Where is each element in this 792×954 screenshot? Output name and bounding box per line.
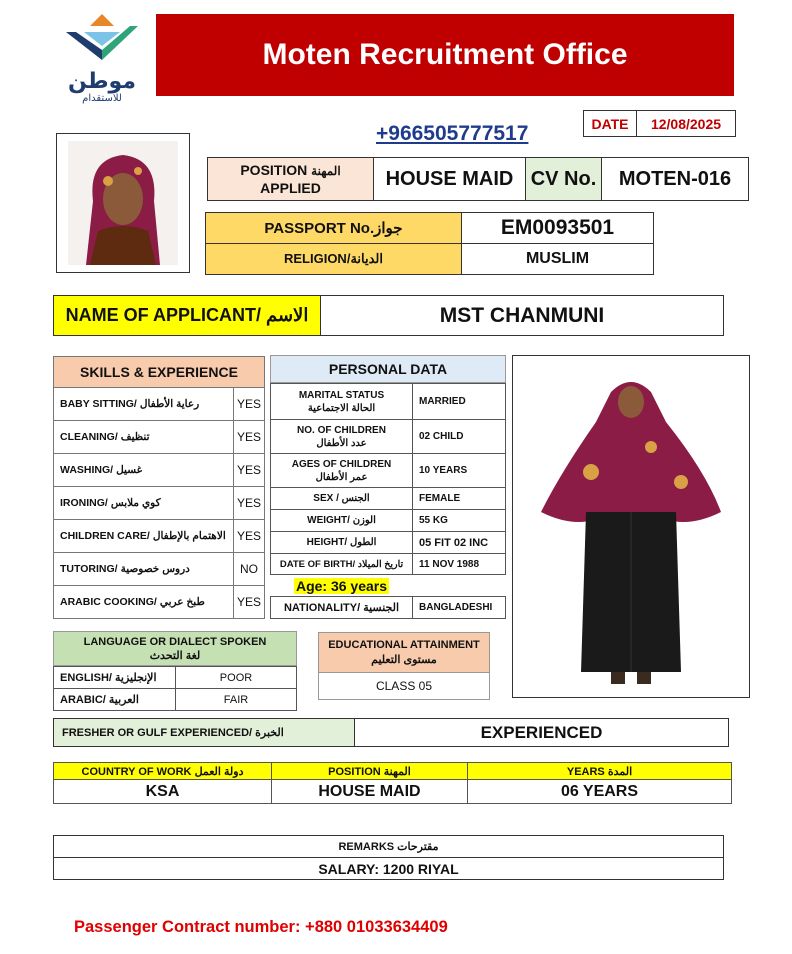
- cv-value: MOTEN-016: [602, 157, 749, 201]
- language-title: [53, 631, 297, 666]
- skill-label: [54, 553, 234, 585]
- ages-label-en: AGES OF CHILDREN: [291, 458, 392, 470]
- remarks-section: [53, 835, 724, 880]
- religion-label: RELIGION/الديانة: [206, 244, 462, 274]
- work-header-years: YEARS المدة: [468, 763, 732, 780]
- applicant-photo-small: [56, 133, 190, 273]
- work-country: KSA: [54, 780, 272, 804]
- language-arabic-value: FAIR: [176, 689, 297, 711]
- nationality-label: NATIONALITY/ الجنسية: [271, 597, 413, 619]
- skill-label-en: WASHING/: [60, 464, 114, 476]
- sex-value: FEMALE: [413, 488, 506, 510]
- skill-label-en: CHILDREN CARE/: [60, 530, 150, 542]
- skill-label-ar: رعاية الأطفال: [139, 398, 200, 410]
- person-portrait-icon: [68, 141, 178, 265]
- age-highlight: Age: 36 years: [295, 577, 388, 594]
- skill-label-en: IRONING/: [60, 497, 108, 509]
- weight-value: 55 KG: [413, 510, 506, 532]
- logo-arabic-name: موطن: [68, 69, 136, 94]
- children-label: [271, 420, 413, 454]
- date-label: DATE: [583, 110, 637, 137]
- work-position: HOUSE MAID: [272, 780, 468, 804]
- cv-label: CV No.: [526, 157, 602, 201]
- education-title: [319, 633, 489, 673]
- skill-label: [54, 454, 234, 486]
- skill-value: YES: [236, 463, 261, 477]
- ages-value: 10 YEARS: [413, 454, 506, 488]
- position-label-ar: المهنة: [311, 163, 341, 178]
- skill-label-en: BABY SITTING/: [60, 398, 137, 410]
- marital-label: [271, 384, 413, 420]
- position-label: POSITION المهنة APPLIED: [207, 157, 374, 201]
- date-box: [583, 110, 736, 137]
- skill-label-en: TUTORING/: [60, 563, 118, 575]
- applicant-photo-full: [512, 355, 750, 698]
- skill-value: YES: [236, 496, 261, 510]
- skill-label-ar: غسيل: [116, 464, 143, 476]
- personal-title: PERSONAL DATA: [270, 355, 506, 383]
- work-header-position: POSITION المهنة: [272, 763, 468, 780]
- logo-arabic-sub: للاستقدام: [82, 93, 122, 104]
- language-arabic-label: ARABIC/ العربية: [54, 689, 176, 711]
- marital-label-en: MARITAL STATUS: [298, 389, 385, 401]
- skill-value: YES: [236, 397, 261, 411]
- experience-type-label: FRESHER OR GULF EXPERIENCED/ الخبرة: [54, 719, 355, 746]
- language-title-en: LANGUAGE OR DIALECT SPOKEN: [83, 635, 267, 648]
- skills-title: SKILLS & EXPERIENCE: [53, 356, 265, 388]
- ages-label: [271, 454, 413, 488]
- personal-data-section: [270, 355, 506, 619]
- weight-label: WEIGHT/ الوزن: [271, 510, 413, 532]
- applicant-name-row: [53, 295, 724, 336]
- position-value: HOUSE MAID: [374, 157, 526, 201]
- experience-type-row: [53, 718, 729, 747]
- company-logo: [60, 12, 144, 104]
- work-header-country: COUNTRY OF WORK دولة العمل: [54, 763, 272, 780]
- position-row: [207, 157, 749, 201]
- skill-label-ar: كوي ملابس: [110, 497, 161, 509]
- skill-row: [53, 454, 265, 487]
- dob-label: DATE OF BIRTH/ تاريخ الميلاد: [271, 554, 413, 575]
- skill-label-ar: طبخ عربي: [159, 596, 205, 608]
- passport-value: EM0093501: [462, 213, 653, 244]
- ages-label-ar: عمر الأطفال: [315, 471, 368, 483]
- skill-label: [54, 487, 234, 519]
- skill-label: [54, 520, 234, 552]
- logo-mark-icon: [60, 12, 144, 72]
- skill-row: [53, 520, 265, 553]
- language-table: [53, 666, 297, 711]
- skill-label-en: ARABIC COOKING/: [60, 596, 157, 608]
- skill-row: [53, 388, 265, 421]
- religion-value: MUSLIM: [525, 250, 590, 267]
- skill-row: [53, 553, 265, 586]
- skill-value: YES: [236, 430, 261, 444]
- personal-data-table: [270, 383, 506, 619]
- skills-list: [53, 388, 265, 619]
- children-value: 02 CHILD: [413, 420, 506, 454]
- marital-label-ar: الحالة الاجتماعية: [307, 402, 376, 414]
- skill-value: NO: [240, 562, 258, 576]
- height-value: 05 FIT 02 INC: [413, 532, 506, 554]
- skills-section: [53, 356, 265, 619]
- education-title-ar: مستوى التعليم: [371, 653, 437, 666]
- applicant-label: NAME OF APPLICANT/ الاسم: [54, 296, 321, 335]
- nationality-value: BANGLADESHI: [413, 597, 506, 619]
- age-cell: [271, 575, 413, 597]
- skill-value: YES: [236, 595, 261, 609]
- passenger-contract: Passenger Contract number: +880 01033634409: [74, 918, 448, 936]
- skill-label-ar: الاهتمام بالإطفال: [152, 530, 226, 542]
- age-empty: [413, 575, 506, 597]
- language-english-value: POOR: [176, 667, 297, 689]
- skill-row: [53, 586, 265, 619]
- dob-value: 11 NOV 1988: [413, 554, 506, 575]
- skill-label-en: CLEANING/: [60, 431, 118, 443]
- children-label-ar: عدد الأطفال: [316, 437, 367, 449]
- skill-label: [54, 586, 234, 618]
- skill-value: YES: [236, 529, 261, 543]
- page-title: Moten Recruitment Office: [262, 38, 628, 71]
- experience-type-value: EXPERIENCED: [480, 722, 603, 742]
- education-value: CLASS 05: [375, 679, 433, 693]
- skill-label-ar: تنظيف: [120, 431, 150, 443]
- education-title-en: EDUCATIONAL ATTAINMENT: [328, 638, 480, 651]
- language-section: [53, 631, 297, 711]
- language-title-ar: لغة التحدث: [149, 649, 201, 662]
- skill-label: [54, 421, 234, 453]
- skill-row: [53, 421, 265, 454]
- skill-label-ar: دروس خصوصية: [120, 563, 190, 575]
- passport-religion-box: [205, 212, 654, 275]
- work-history-table: [53, 762, 732, 804]
- marital-value: MARRIED: [413, 384, 506, 420]
- date-value: 12/08/2025: [637, 110, 736, 137]
- header-banner: [156, 14, 734, 96]
- person-full-body-icon: [531, 362, 731, 692]
- sex-label: SEX / الجنس: [271, 488, 413, 510]
- applicant-name: MST CHANMUNI: [439, 303, 605, 327]
- skill-label: [54, 388, 234, 420]
- remarks-value: SALARY: 1200 RIYAL: [318, 860, 459, 877]
- children-label-en: NO. OF CHILDREN: [297, 424, 386, 436]
- skill-row: [53, 487, 265, 520]
- education-section: [318, 632, 490, 700]
- work-years: 06 YEARS: [468, 780, 732, 804]
- remarks-label: REMARKS مقترحات: [54, 836, 723, 858]
- passport-label: PASSPORT No.جواز: [206, 213, 462, 244]
- phone-number[interactable]: +966505777517: [376, 122, 529, 145]
- language-english-label: ENGLISH/ الإنجليزية: [54, 667, 176, 689]
- height-label: HEIGHT/ الطول: [271, 532, 413, 554]
